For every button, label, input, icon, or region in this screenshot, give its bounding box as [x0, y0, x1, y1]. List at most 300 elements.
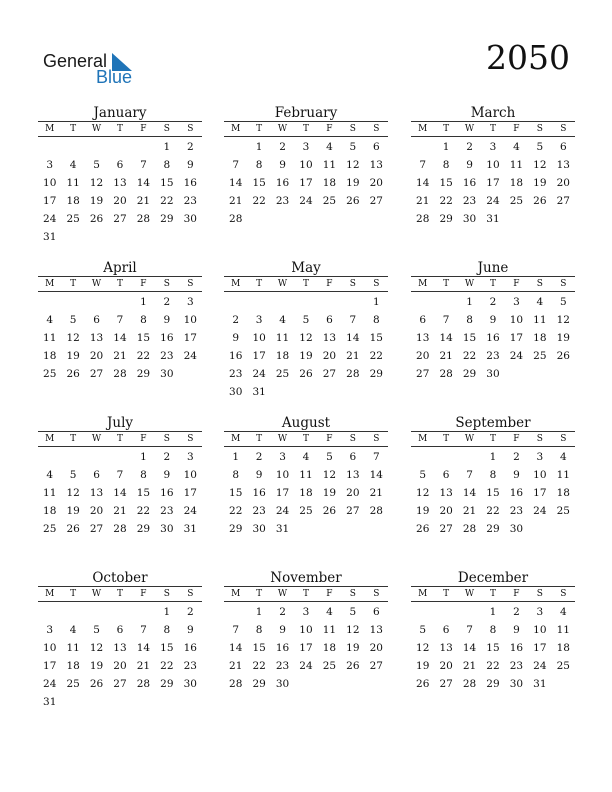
- day-cell: 27: [369, 195, 383, 207]
- day-cell: 19: [66, 505, 80, 517]
- day-cell: 1: [232, 451, 240, 463]
- day-cell: 14: [346, 332, 360, 344]
- day-cell: 6: [93, 314, 100, 326]
- day-cell: 3: [536, 606, 544, 618]
- month-october: [38, 571, 202, 711]
- day-cell: 30: [183, 213, 197, 225]
- day-cell: 29: [462, 368, 477, 380]
- day-cell: 12: [416, 487, 430, 499]
- day-cell: 19: [416, 505, 430, 517]
- day-cell: 24: [252, 368, 266, 380]
- day-cell: 1: [140, 296, 147, 308]
- day-cell: 18: [509, 177, 524, 189]
- day-cell: 13: [89, 487, 104, 499]
- day-cell: 18: [299, 487, 313, 499]
- day-grid: [38, 603, 202, 711]
- day-cell: 20: [113, 660, 127, 672]
- day-cell: 25: [533, 350, 547, 362]
- day-cell: 24: [299, 660, 313, 672]
- day-cell: 28: [229, 213, 243, 225]
- day-cell: 17: [183, 487, 197, 499]
- day-cell: 20: [439, 505, 453, 517]
- day-cell: 14: [136, 642, 151, 654]
- weekday-header: [38, 431, 202, 447]
- weekday-label: S: [560, 124, 567, 134]
- day-cell: 17: [509, 332, 524, 344]
- day-cell: 21: [462, 505, 477, 517]
- day-cell: 8: [466, 314, 473, 326]
- weekday-label: S: [187, 434, 194, 444]
- day-cell: 24: [43, 678, 57, 690]
- day-cell: 19: [89, 195, 104, 207]
- day-cell: 10: [275, 469, 290, 481]
- weekday-label: M: [231, 124, 241, 134]
- day-cell: 1: [466, 296, 473, 308]
- day-cell: 21: [113, 350, 127, 362]
- day-cell: 23: [486, 350, 500, 362]
- empty-day: [411, 603, 434, 621]
- day-cell: 6: [93, 469, 100, 481]
- day-cell: 23: [509, 505, 524, 517]
- weekday-label: S: [560, 279, 567, 289]
- day-cell: 6: [419, 314, 427, 326]
- day-cell: 16: [462, 177, 477, 189]
- day-cell: 27: [416, 368, 430, 380]
- day-cell: 17: [299, 177, 313, 189]
- day-cell: 6: [442, 469, 450, 481]
- day-cell: 27: [113, 213, 127, 225]
- weekday-label: F: [513, 279, 520, 289]
- day-cell: 29: [229, 523, 243, 535]
- weekday-label: F: [326, 589, 333, 599]
- day-cell: 29: [486, 523, 500, 535]
- day-cell: 9: [513, 624, 520, 636]
- month-june: [411, 261, 575, 383]
- month-title: August: [281, 415, 331, 431]
- weekday-label: F: [140, 589, 147, 599]
- day-cell: 27: [439, 523, 453, 535]
- day-cell: 7: [442, 314, 450, 326]
- empty-day: [458, 448, 481, 466]
- day-cell: 23: [183, 195, 197, 207]
- day-cell: 26: [416, 523, 430, 535]
- day-cell: 26: [299, 368, 313, 380]
- day-cell: 20: [322, 350, 337, 362]
- day-cell: 22: [369, 350, 383, 362]
- day-cell: 23: [160, 350, 174, 362]
- day-cell: 17: [533, 642, 547, 654]
- day-cell: 29: [439, 213, 453, 225]
- day-cell: 25: [275, 368, 290, 380]
- day-cell: 3: [279, 451, 286, 463]
- day-cell: 4: [46, 314, 54, 326]
- empty-day: [411, 293, 434, 311]
- day-cell: 31: [252, 386, 266, 398]
- month-december: [411, 571, 575, 693]
- weekday-label: S: [536, 434, 543, 444]
- day-cell: 10: [533, 624, 547, 636]
- day-cell: 19: [416, 660, 430, 672]
- day-cell: 23: [160, 505, 174, 517]
- day-cell: 17: [299, 642, 313, 654]
- day-cell: 11: [43, 487, 57, 499]
- day-cell: 10: [299, 624, 313, 636]
- month-april: [38, 261, 202, 383]
- day-cell: 8: [163, 624, 171, 636]
- day-cell: 3: [513, 296, 520, 308]
- empty-day: [411, 138, 434, 156]
- day-cell: 24: [533, 505, 547, 517]
- day-cell: 27: [556, 195, 570, 207]
- day-cell: 29: [252, 678, 266, 690]
- day-cell: 7: [140, 624, 147, 636]
- day-cell: 18: [556, 642, 570, 654]
- weekday-label: T: [256, 279, 263, 289]
- day-cell: 5: [419, 469, 427, 481]
- day-cell: 26: [416, 678, 430, 690]
- empty-day: [411, 448, 434, 466]
- weekday-label: F: [513, 434, 520, 444]
- empty-day: [318, 293, 341, 311]
- day-cell: 1: [163, 141, 171, 153]
- weekday-label: S: [373, 589, 380, 599]
- empty-day: [85, 603, 108, 621]
- weekday-label: F: [513, 589, 520, 599]
- day-cell: 31: [275, 523, 290, 535]
- day-cell: 8: [163, 159, 171, 171]
- day-cell: 26: [322, 505, 337, 517]
- empty-day: [434, 448, 457, 466]
- day-cell: 17: [486, 177, 500, 189]
- weekday-label: F: [326, 124, 333, 134]
- weekday-label: W: [277, 279, 288, 289]
- day-cell: 9: [279, 159, 286, 171]
- day-cell: 8: [255, 159, 263, 171]
- day-cell: 7: [140, 159, 147, 171]
- weekday-label: M: [231, 279, 241, 289]
- day-cell: 9: [279, 624, 286, 636]
- day-cell: 3: [302, 141, 310, 153]
- day-cell: 28: [462, 523, 477, 535]
- day-cell: 29: [369, 368, 383, 380]
- month-title: January: [93, 105, 147, 121]
- day-cell: 15: [229, 487, 243, 499]
- day-cell: 18: [43, 505, 57, 517]
- weekday-label: W: [91, 124, 102, 134]
- weekday-label: F: [140, 124, 147, 134]
- day-cell: 16: [229, 350, 243, 362]
- day-cell: 19: [299, 350, 313, 362]
- day-cell: 9: [513, 469, 520, 481]
- day-cell: 29: [136, 523, 151, 535]
- day-cell: 3: [186, 451, 194, 463]
- day-grid: [38, 448, 202, 538]
- day-cell: 8: [372, 314, 380, 326]
- day-cell: 2: [186, 606, 194, 618]
- day-cell: 10: [509, 314, 524, 326]
- day-cell: 26: [89, 213, 104, 225]
- day-cell: 8: [232, 469, 240, 481]
- weekday-label: T: [116, 434, 123, 444]
- day-cell: 30: [252, 523, 266, 535]
- day-cell: 6: [442, 624, 450, 636]
- day-cell: 7: [116, 469, 124, 481]
- day-cell: 13: [369, 159, 383, 171]
- month-title: September: [455, 415, 531, 431]
- day-cell: 10: [43, 177, 57, 189]
- day-cell: 6: [326, 314, 333, 326]
- day-cell: 30: [509, 678, 524, 690]
- logo-blue-text: Blue: [96, 67, 133, 87]
- day-cell: 21: [369, 487, 383, 499]
- day-cell: 13: [439, 642, 453, 654]
- weekday-label: S: [560, 589, 567, 599]
- day-cell: 9: [466, 159, 473, 171]
- day-cell: 7: [116, 314, 124, 326]
- empty-day: [108, 293, 131, 311]
- day-cell: 9: [163, 314, 171, 326]
- day-cell: 30: [462, 213, 477, 225]
- weekday-label: M: [45, 434, 55, 444]
- day-cell: 9: [232, 332, 240, 344]
- day-cell: 15: [160, 642, 174, 654]
- empty-day: [434, 293, 457, 311]
- day-cell: 19: [89, 660, 104, 672]
- day-cell: 28: [136, 213, 151, 225]
- empty-day: [38, 448, 61, 466]
- day-cell: 14: [229, 642, 243, 654]
- day-cell: 17: [252, 350, 266, 362]
- day-cell: 17: [43, 195, 57, 207]
- weekday-label: S: [187, 589, 194, 599]
- day-cell: 16: [160, 332, 174, 344]
- day-cell: 2: [279, 606, 286, 618]
- month-title: November: [270, 570, 342, 586]
- weekday-label: W: [91, 589, 102, 599]
- day-cell: 11: [556, 624, 570, 636]
- day-cell: 2: [279, 141, 286, 153]
- day-cell: 20: [346, 487, 360, 499]
- day-cell: 13: [416, 332, 430, 344]
- day-cell: 2: [489, 296, 497, 308]
- day-cell: 22: [160, 195, 174, 207]
- weekday-label: T: [116, 589, 123, 599]
- empty-day: [61, 138, 84, 156]
- day-cell: 14: [416, 177, 430, 189]
- weekday-label: F: [513, 124, 520, 134]
- day-cell: 8: [489, 469, 497, 481]
- month-may: [224, 261, 388, 401]
- day-cell: 15: [369, 332, 383, 344]
- day-cell: 17: [533, 487, 547, 499]
- day-cell: 18: [43, 350, 57, 362]
- weekday-label: T: [489, 434, 496, 444]
- day-cell: 14: [369, 469, 383, 481]
- day-cell: 10: [183, 314, 197, 326]
- weekday-label: S: [349, 279, 356, 289]
- day-cell: 15: [486, 487, 500, 499]
- day-cell: 8: [442, 159, 450, 171]
- day-cell: 29: [160, 678, 174, 690]
- day-cell: 5: [536, 141, 544, 153]
- day-cell: 21: [113, 505, 127, 517]
- weekday-label: T: [302, 434, 309, 444]
- weekday-header: [224, 586, 388, 602]
- day-cell: 13: [89, 332, 104, 344]
- day-cell: 1: [140, 451, 147, 463]
- day-grid: [224, 448, 388, 538]
- empty-day: [458, 603, 481, 621]
- day-cell: 14: [462, 487, 477, 499]
- empty-day: [294, 293, 317, 311]
- day-cell: 25: [509, 195, 524, 207]
- day-cell: 4: [559, 606, 567, 618]
- day-cell: 12: [66, 487, 80, 499]
- day-cell: 18: [275, 350, 290, 362]
- weekday-label: W: [464, 124, 475, 134]
- day-cell: 7: [232, 159, 240, 171]
- weekday-label: S: [373, 434, 380, 444]
- day-cell: 5: [326, 451, 333, 463]
- day-cell: 28: [369, 505, 383, 517]
- day-cell: 27: [322, 368, 337, 380]
- logo-general-text: General: [43, 51, 108, 71]
- weekday-label: F: [140, 434, 147, 444]
- day-cell: 16: [275, 177, 290, 189]
- day-cell: 29: [160, 213, 174, 225]
- day-cell: 28: [346, 368, 360, 380]
- day-cell: 13: [369, 624, 383, 636]
- day-cell: 19: [346, 642, 360, 654]
- day-cell: 19: [533, 177, 547, 189]
- day-cell: 15: [486, 642, 500, 654]
- day-cell: 11: [43, 332, 57, 344]
- day-cell: 14: [136, 177, 151, 189]
- day-cell: 22: [439, 195, 453, 207]
- day-cell: 12: [89, 642, 104, 654]
- day-cell: 13: [556, 159, 570, 171]
- weekday-label: T: [489, 124, 496, 134]
- day-cell: 30: [509, 523, 524, 535]
- day-cell: 6: [559, 141, 567, 153]
- weekday-header: [411, 586, 575, 602]
- empty-day: [224, 293, 247, 311]
- day-cell: 11: [66, 177, 80, 189]
- weekday-label: M: [45, 124, 55, 134]
- day-cell: 1: [255, 141, 263, 153]
- weekday-label: S: [163, 589, 170, 599]
- empty-day: [108, 138, 131, 156]
- weekday-header: [411, 276, 575, 292]
- day-cell: 23: [229, 368, 243, 380]
- weekday-label: T: [443, 434, 450, 444]
- weekday-label: F: [140, 279, 147, 289]
- day-cell: 19: [66, 350, 80, 362]
- month-title: July: [106, 415, 134, 431]
- weekday-label: T: [256, 434, 263, 444]
- day-grid: [411, 448, 575, 538]
- day-cell: 11: [322, 624, 337, 636]
- day-cell: 24: [533, 660, 547, 672]
- day-cell: 7: [419, 159, 427, 171]
- day-cell: 7: [349, 314, 357, 326]
- day-cell: 12: [299, 332, 313, 344]
- empty-day: [132, 138, 155, 156]
- day-cell: 30: [486, 368, 500, 380]
- empty-day: [224, 138, 247, 156]
- day-cell: 21: [439, 350, 453, 362]
- day-cell: 10: [299, 159, 313, 171]
- weekday-label: T: [302, 589, 309, 599]
- day-cell: 16: [275, 642, 290, 654]
- month-march: [411, 106, 575, 228]
- day-cell: 16: [486, 332, 500, 344]
- day-cell: 15: [160, 177, 174, 189]
- month-title: December: [457, 570, 529, 586]
- day-cell: 10: [43, 642, 57, 654]
- day-cell: 3: [46, 624, 54, 636]
- day-cell: 27: [439, 678, 453, 690]
- month-august: [224, 416, 388, 538]
- day-cell: 22: [160, 660, 174, 672]
- day-cell: 2: [255, 451, 263, 463]
- weekday-label: S: [163, 124, 170, 134]
- weekday-label: T: [489, 589, 496, 599]
- empty-day: [132, 603, 155, 621]
- day-cell: 21: [229, 660, 243, 672]
- day-cell: 1: [489, 451, 497, 463]
- day-cell: 12: [89, 177, 104, 189]
- day-cell: 27: [113, 678, 127, 690]
- day-cell: 9: [186, 159, 194, 171]
- day-cell: 19: [346, 177, 360, 189]
- day-cell: 3: [489, 141, 497, 153]
- day-cell: 22: [486, 660, 500, 672]
- weekday-label: S: [349, 434, 356, 444]
- weekday-label: T: [116, 124, 123, 134]
- day-cell: 22: [486, 505, 500, 517]
- empty-day: [108, 448, 131, 466]
- day-cell: 13: [322, 332, 337, 344]
- day-cell: 24: [183, 350, 197, 362]
- day-cell: 29: [136, 368, 151, 380]
- day-cell: 26: [533, 195, 547, 207]
- weekday-label: M: [231, 434, 241, 444]
- day-cell: 12: [322, 469, 337, 481]
- weekday-header: [411, 121, 575, 137]
- day-cell: 20: [416, 350, 430, 362]
- day-cell: 14: [113, 332, 127, 344]
- day-cell: 1: [372, 296, 380, 308]
- day-cell: 30: [229, 386, 243, 398]
- day-cell: 4: [536, 296, 544, 308]
- weekday-label: M: [45, 589, 55, 599]
- day-cell: 21: [229, 195, 243, 207]
- day-cell: 4: [302, 451, 310, 463]
- day-cell: 5: [559, 296, 567, 308]
- day-cell: 17: [43, 660, 57, 672]
- day-cell: 31: [183, 523, 197, 535]
- weekday-label: T: [70, 279, 77, 289]
- day-cell: 22: [229, 505, 243, 517]
- day-cell: 20: [113, 195, 127, 207]
- day-grid: [224, 293, 388, 401]
- weekday-label: S: [187, 279, 194, 289]
- month-september: [411, 416, 575, 538]
- day-cell: 3: [255, 314, 263, 326]
- day-cell: 30: [275, 678, 290, 690]
- day-cell: 28: [462, 678, 477, 690]
